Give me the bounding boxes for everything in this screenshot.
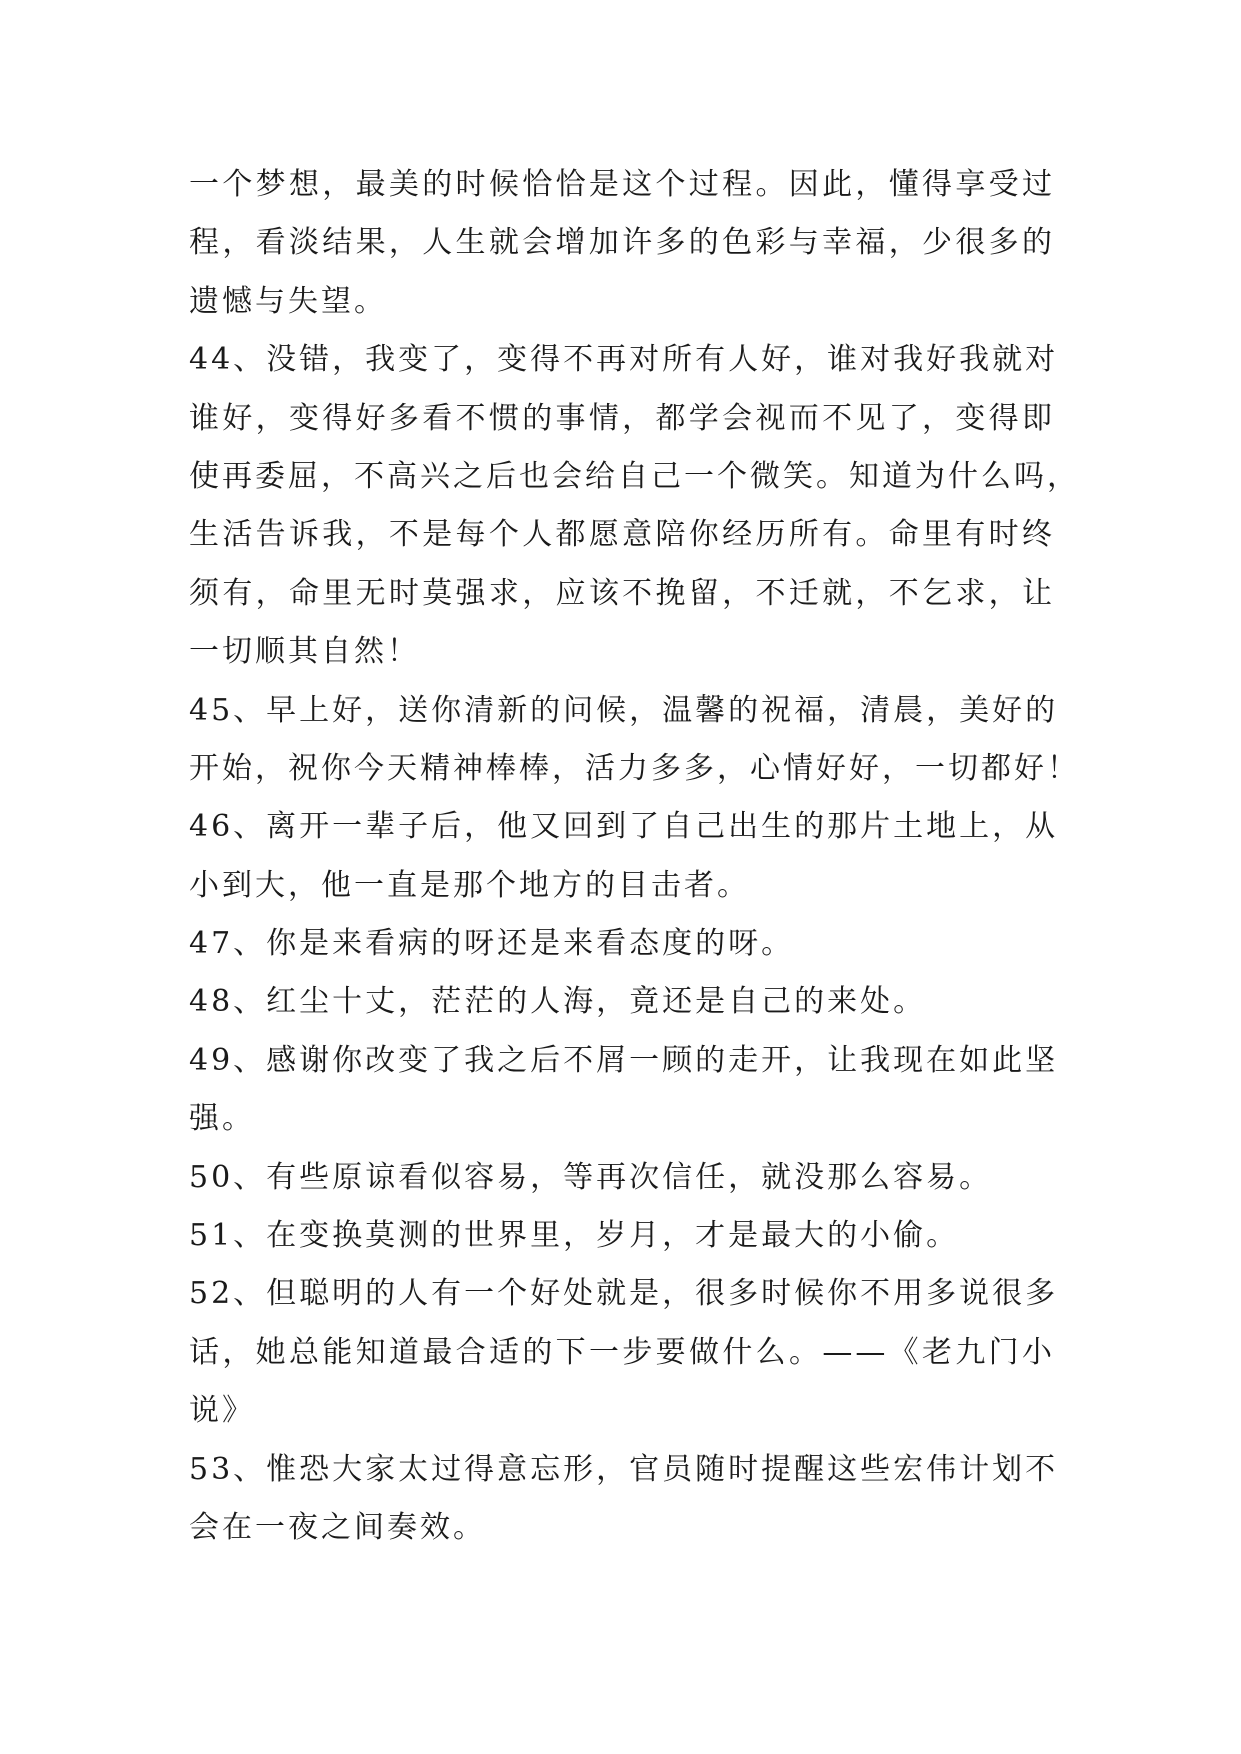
text-line: 话，她总能知道最合适的下一步要做什么。——《老九门小	[189, 1334, 1055, 1370]
text-line: 46、离开一辈子后，他又回到了自己出生的那片土地上，从	[189, 809, 1059, 845]
paragraph-p46	[189, 798, 1059, 915]
text-line: 44、没错，我变了，变得不再对所有人好，谁对我好我就对	[189, 342, 1059, 378]
text-line: 49、感谢你改变了我之后不屑一顾的走开，让我现在如此坚	[189, 1042, 1059, 1078]
text-line: 51、在变换莫测的世界里，岁月，才是最大的小偷。	[189, 1218, 960, 1254]
paragraph-p45	[189, 682, 1080, 799]
text-line: 小到大，他一直是那个地方的目击者。	[189, 867, 750, 903]
text-line: 生活告诉我，不是每个人都愿意陪你经历所有。命里有时终	[189, 517, 1055, 553]
text-line: 程，看淡结果，人生就会增加许多的色彩与幸福，少很多的	[189, 225, 1055, 261]
paragraph-p48	[189, 973, 1055, 1031]
text-line: 一切顺其自然！	[189, 634, 420, 670]
text-line: 遗憾与失望。	[189, 283, 387, 319]
text-line: 谁好，变得好多看不惯的事情，都学会视而不见了，变得即	[189, 400, 1055, 436]
text-line: 52、但聪明的人有一个好处就是，很多时候你不用多说很多	[189, 1276, 1059, 1312]
paragraph-p53	[189, 1441, 1059, 1558]
document-body	[189, 156, 1080, 1557]
paragraph-p43-tail	[189, 156, 1055, 331]
text-line: 47、你是来看病的呀还是来看态度的呀。	[189, 926, 795, 962]
paragraph-p44	[189, 331, 1080, 681]
text-line: 会在一夜之间奏效。	[189, 1509, 486, 1545]
paragraph-p49	[189, 1032, 1059, 1149]
text-line: 开始，祝你今天精神棒棒，活力多多，心情好好，一切都好！	[189, 750, 1080, 786]
text-line: 45、早上好，送你清新的问候，温馨的祝福，清晨，美好的	[189, 692, 1059, 728]
text-line: 须有，命里无时莫强求，应该不挽留，不迁就，不乞求，让	[189, 575, 1055, 611]
paragraph-p47	[189, 915, 1055, 973]
text-line: 强。	[189, 1101, 255, 1137]
text-line: 使再委屈，不高兴之后也会给自己一个微笑。知道为什么吗，	[189, 458, 1080, 494]
text-line: 50、有些原谅看似容易，等再次信任，就没那么容易。	[189, 1159, 993, 1195]
text-line: 53、惟恐大家太过得意忘形，官员随时提醒这些宏伟计划不	[189, 1451, 1059, 1487]
paragraph-p50	[189, 1149, 1055, 1207]
paragraph-p52	[189, 1265, 1059, 1440]
text-line: 说》	[189, 1393, 255, 1429]
text-line: 48、红尘十丈，茫茫的人海，竟还是自己的来处。	[189, 984, 927, 1020]
text-line: 一个梦想，最美的时候恰恰是这个过程。因此，懂得享受过	[189, 167, 1055, 202]
paragraph-p51	[189, 1207, 1055, 1265]
